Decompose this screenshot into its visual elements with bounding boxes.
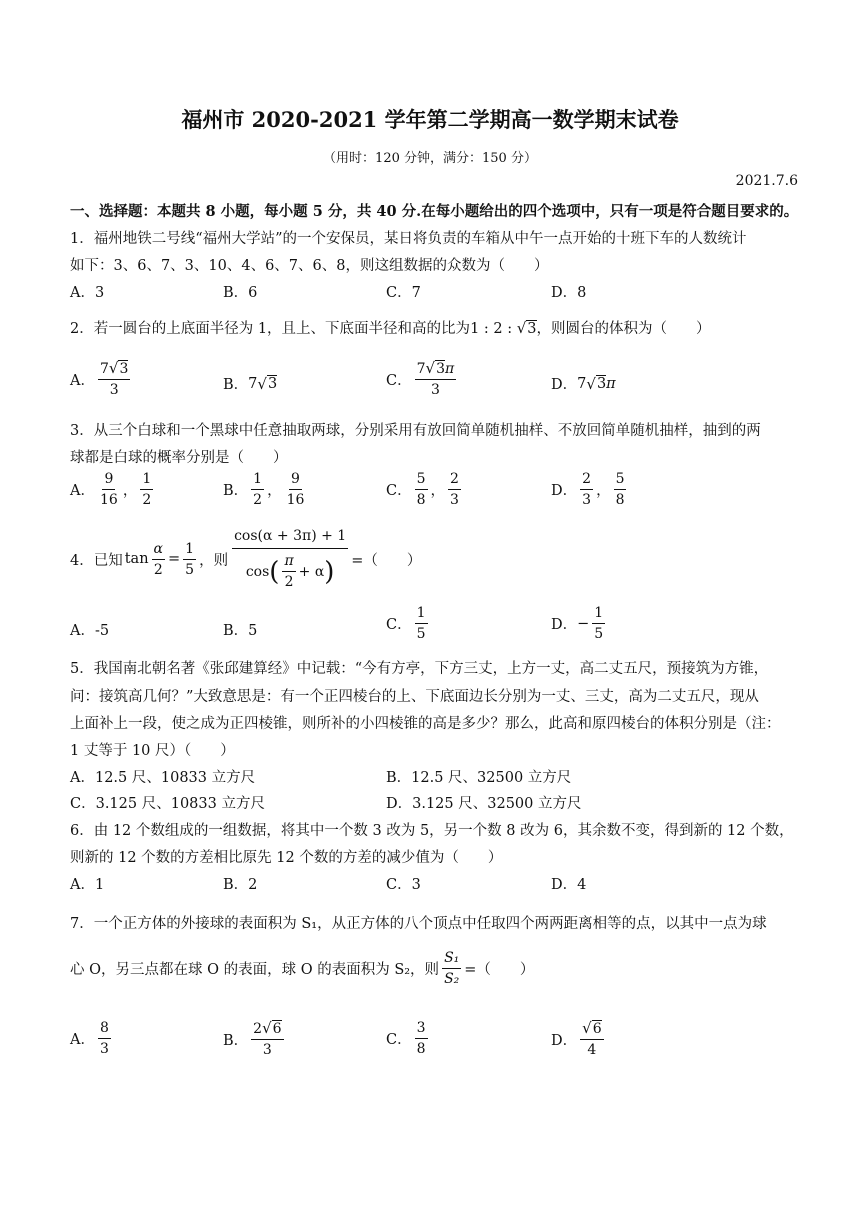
q4-option-d-label: D． <box>551 617 578 634</box>
frac-s1-s2 <box>442 950 461 987</box>
q5-option-a: A．12.5 尺、10833 立方尺 <box>70 770 256 786</box>
q4-option-c-label: C． <box>386 617 412 634</box>
exam-info: （用时：120 分钟，满分：150 分） <box>323 151 537 166</box>
q3-option-a-label: A． <box>70 483 95 500</box>
q3-option-a <box>70 471 156 508</box>
sqrt-icon: √ <box>586 374 596 393</box>
den: 4 <box>587 1042 597 1059</box>
q2-option-c <box>386 360 459 398</box>
den: 3 <box>109 382 119 399</box>
frac-9-16: $\frac{9}{16}$ <box>99 471 118 509</box>
q4-option-b: B．5 <box>223 623 258 639</box>
pi: π <box>284 553 294 570</box>
q6-option-d: D．4 <box>551 877 587 893</box>
q2-option-c-fraction <box>415 360 457 398</box>
q3-option-b-label: B． <box>223 483 249 500</box>
equals: = <box>168 551 181 568</box>
q2-option-d-label: D． <box>551 377 578 393</box>
frac-1-5 <box>415 605 428 642</box>
paren-right: ) <box>324 556 335 587</box>
radicand: 6 <box>592 1021 602 1037</box>
coef: 7 <box>416 361 426 377</box>
q3-option-c <box>386 471 464 508</box>
q2-ratio: 1 : 2 : <box>470 321 517 337</box>
q6-option-b: B．2 <box>223 877 258 893</box>
q2-ratio-radicand: 3 <box>527 321 537 337</box>
coef: 2 <box>253 1021 263 1037</box>
frac-5-8: $\frac{5}{8}$ <box>615 471 625 509</box>
q6-option-a: A．1 <box>70 877 105 893</box>
radicand: 3 <box>596 376 607 392</box>
q5-line1: 5．我国南北朝名著《张邱建算经》中记载：“今有方亭，下方三丈，上方一丈，高二丈五尺，预接筑为方锥， <box>70 661 769 677</box>
q1-line2: 如下：3、6、7、3、10、4、6、7、6、8，则这组数据的众数为（ ） <box>70 258 549 274</box>
q4-option-d <box>551 605 608 642</box>
q4-option-c <box>386 605 431 642</box>
pi: π <box>445 361 455 377</box>
cos: cos <box>245 563 270 580</box>
s1: S₁ <box>444 950 460 966</box>
sqrt-icon: √ <box>262 1019 272 1037</box>
frac-9-16: $\frac{9}{16}$ <box>286 471 305 509</box>
frac-8-3 <box>98 1020 111 1057</box>
q2-option-a-label: A． <box>70 372 95 389</box>
q1-option-b: B．6 <box>223 285 258 301</box>
frac-1-5 <box>183 541 196 578</box>
q4-denominator <box>244 549 337 590</box>
den: 2 <box>284 574 294 591</box>
section-heading: 一、选择题：本题共 8 小题，每小题 5 分，共 40 分.在每小题给出的四个选项中，只有一项是符合题目要求的。 <box>70 203 799 220</box>
radicand: 3 <box>267 376 278 392</box>
comma: ， <box>122 483 138 500</box>
q3-option-b <box>223 471 309 508</box>
frac-2-3: $\frac{2}{3}$ <box>450 471 459 509</box>
comma: ， <box>596 483 611 500</box>
den: 8 <box>416 1041 426 1058</box>
comma: ， <box>267 483 282 500</box>
q1-option-d: D．8 <box>551 285 587 301</box>
q2-stem <box>70 317 711 338</box>
frac-1-2: $\frac{1}{2}$ <box>253 471 263 509</box>
q4-option-a: A．-5 <box>70 623 110 639</box>
den: 3 <box>99 1041 109 1058</box>
q4-pre: 4．已知 <box>70 552 123 569</box>
q3-option-d <box>551 471 629 508</box>
q2-option-d <box>551 373 616 394</box>
plus-alpha: + α <box>298 563 325 580</box>
frac-1-2: $\frac{1}{2}$ <box>142 471 152 509</box>
sqrt-icon: √ <box>582 1019 592 1037</box>
frac-pi-2 <box>282 553 295 590</box>
den: 3 <box>262 1042 272 1059</box>
q4-then: ，则 <box>199 552 229 569</box>
q6-line2: 则新的 12 个数的方差相比原先 12 个数的方差的减少值为（ ） <box>70 850 503 866</box>
frac-3-8 <box>415 1020 428 1057</box>
coef: 7 <box>577 375 587 392</box>
q1-line1: 1．福州地铁二号线“福州大学站”的一个安保员，某日将负责的车箱从中午一点开始的十班下车的人数统计 <box>70 231 747 247</box>
num: 3 <box>415 1020 428 1039</box>
den: 5 <box>185 561 195 578</box>
q3-line2: 球都是白球的概率分别是（ ） <box>70 450 288 466</box>
q7-option-b <box>223 1020 287 1058</box>
frac-2sqrt6-3 <box>251 1020 283 1058</box>
frac-sqrt6-4 <box>580 1020 603 1058</box>
q2-option-b-label: B． <box>223 377 249 393</box>
q4-numerator: cos(α + 3π) + 1 <box>232 528 348 549</box>
q5-option-b: B．12.5 尺、32500 立方尺 <box>386 770 572 786</box>
q7-option-d-label: D． <box>551 1032 578 1049</box>
q3-line1: 3．从三个白球和一个黑球中任意抽取两球，分别采用有放回简单随机抽样、不放回简单随机抽样，抽到的两 <box>70 423 761 439</box>
q6-option-c: C．3 <box>386 877 421 893</box>
q1-option-a: A．3 <box>70 285 105 301</box>
num: 1 <box>183 541 196 560</box>
q7-option-a-label: A． <box>70 1032 95 1049</box>
q5-option-c: C．3.125 尺、10833 立方尺 <box>70 796 265 812</box>
q2-option-b <box>223 373 277 394</box>
frac-1-5 <box>592 605 605 642</box>
coef: 7 <box>248 375 258 392</box>
exam-date: 2021.7.6 <box>735 173 798 189</box>
q7-option-c <box>386 1020 431 1057</box>
q7-option-b-label: B． <box>223 1032 249 1049</box>
tan: tan <box>124 551 149 568</box>
q2-option-a-fraction <box>98 360 130 398</box>
den: 2 <box>153 561 163 578</box>
q4-stem <box>70 528 421 590</box>
radicand: 3 <box>436 361 446 377</box>
page-title: 福州市 2020-2021 学年第二学期高一数学期末试卷 <box>181 107 679 132</box>
frac-2-3: $\frac{2}{3}$ <box>582 471 592 509</box>
q1-option-c: C．7 <box>386 285 421 301</box>
q7-option-c-label: C． <box>386 1032 412 1049</box>
sqrt-icon: √ <box>108 359 119 377</box>
q7-line2 <box>70 950 534 987</box>
comma: ， <box>430 483 446 500</box>
den: 3 <box>430 382 440 399</box>
q7-tail: =（ ） <box>464 962 535 979</box>
sqrt-icon: √ <box>425 359 436 377</box>
q5-option-d: D．3.125 尺、32500 立方尺 <box>386 796 582 812</box>
q3-option-c-label: C． <box>386 483 412 500</box>
q5-line4: 1 丈等于 10 尺）（ ） <box>70 743 235 759</box>
q3-option-d-label: D． <box>551 483 578 500</box>
frac-5-8: $\frac{5}{8}$ <box>416 471 426 509</box>
radicand: 3 <box>119 361 129 377</box>
q2-option-c-label: C． <box>386 372 412 389</box>
q7-line1: 7．一个正方体的外接球的表面积为 S₁，从正方体的八个顶点中任取四个两两距离相等的点，以其中一点为球 <box>70 916 767 932</box>
q6-line1: 6．由 12 个数组成的一组数据，将其中一个数 3 改为 5，另一个数 8 改为 6，其余数不变，得到新的 12 个数， <box>70 823 794 839</box>
num: 1 <box>415 605 428 624</box>
q2-stem-post: ，则圆台的体积为（ ） <box>536 321 711 337</box>
q7-line2-text: 心 O，另三点都在球 O 的表面，球 O 的表面积为 S₂，则 <box>70 962 440 979</box>
q2-stem-pre: 2．若一圆台的上底面半径为 1，且上、下底面半径和高的比为 <box>70 321 471 337</box>
s2: S₂ <box>444 971 460 988</box>
frac-alpha-2 <box>152 541 165 578</box>
pi: π <box>606 375 616 392</box>
alpha: α <box>153 540 164 557</box>
minus-sign: − <box>577 615 590 632</box>
den: 5 <box>416 626 426 643</box>
q7-option-d <box>551 1020 607 1058</box>
num-seven: 7 <box>99 361 109 377</box>
q2-option-a <box>70 360 133 398</box>
q5-line3: 上面补上一段，使之成为正四棱锥，则所补的小四棱锥的高是多少？那么，此高和原四棱台的体积分别是（注： <box>70 716 781 732</box>
paren-left: ( <box>269 556 280 587</box>
num: 1 <box>592 605 605 624</box>
radicand: 6 <box>272 1021 282 1037</box>
sqrt-icon: √ <box>257 374 267 393</box>
q4-tail: =（ ） <box>351 552 422 569</box>
num: 8 <box>98 1020 111 1039</box>
sqrt-icon: √ <box>516 319 527 337</box>
q4-big-fraction <box>232 528 348 590</box>
q7-option-a <box>70 1020 114 1057</box>
q5-line2: 问：接筑高几何？”大致意思是：有一个正四棱台的上、下底面边长分别为一丈、三丈，高为二丈五尺，现从 <box>70 689 759 705</box>
den: 5 <box>594 626 604 643</box>
